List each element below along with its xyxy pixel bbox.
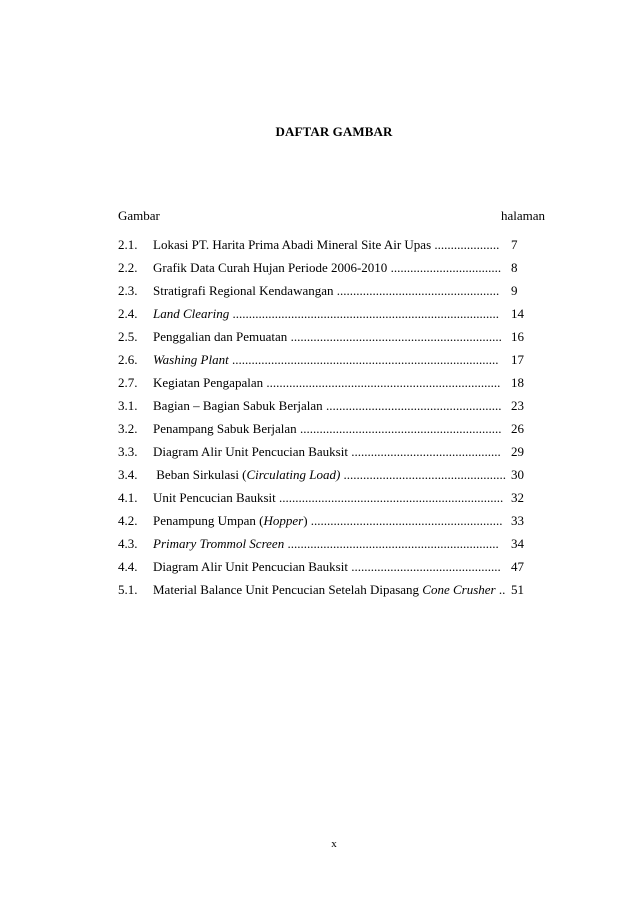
- figure-number: 3.4.: [118, 467, 138, 482]
- dot-leader: ..............................................: [351, 559, 501, 574]
- figure-title-part: Unit Pencucian Bauksit: [153, 490, 280, 505]
- figure-number: 4.4.: [118, 559, 138, 574]
- figure-title-part: Penggalian dan Pemuatan: [153, 329, 291, 344]
- figure-page-number: 16: [511, 329, 524, 344]
- figure-page-number: 7: [511, 237, 518, 252]
- figure-title: [153, 417, 507, 440]
- figure-title: [153, 302, 507, 325]
- figure-page-number: 23: [511, 398, 524, 413]
- dot-leader: .................................................................: [290, 329, 502, 344]
- figure-entry: [118, 394, 538, 417]
- figure-number: 3.3.: [118, 444, 138, 459]
- figure-page-number: 26: [511, 421, 524, 436]
- dot-leader: ...........................................................: [310, 513, 503, 528]
- dot-leader: ..................................................: [343, 467, 507, 482]
- figure-page-number: 17: [511, 352, 524, 367]
- figure-entry: [118, 256, 538, 279]
- figure-entry: [118, 578, 538, 601]
- page-number: x: [331, 838, 337, 850]
- figure-number: 2.3.: [118, 283, 138, 298]
- figure-list: [118, 233, 538, 601]
- dot-leader: ....................: [434, 237, 500, 252]
- figure-title-part: Washing Plant: [153, 352, 229, 367]
- figure-title: [153, 509, 507, 532]
- figure-page-number: 29: [511, 444, 524, 459]
- figure-title-part: Bagian – Bagian Sabuk Berjalan: [153, 398, 326, 413]
- figure-title: [153, 440, 507, 463]
- figure-title-part: Material Balance Unit Pencucian Setelah Dipasang: [153, 582, 423, 597]
- figure-entry: [118, 463, 538, 486]
- column-header-halaman: halaman: [500, 208, 545, 223]
- dot-leader: ..............................................................: [299, 421, 502, 436]
- dot-leader: .................................................................: [287, 536, 499, 551]
- figure-number: 4.3.: [118, 536, 138, 551]
- figure-entry: [118, 233, 538, 256]
- figure-title: [153, 578, 507, 601]
- dot-leader: ..................................................: [336, 283, 500, 298]
- figure-number: 3.2.: [118, 421, 138, 436]
- figure-title: [153, 325, 507, 348]
- figure-title-part: Diagram Alir Unit Pencucian Bauksit: [153, 444, 352, 459]
- figure-entry: [118, 325, 538, 348]
- dot-leader: ..............................................: [351, 444, 501, 459]
- figure-title-part: Kegiatan Pengapalan: [153, 375, 267, 390]
- figure-title-part: Beban Sirkulasi (: [153, 467, 247, 482]
- figure-entry: [118, 417, 538, 440]
- figure-title-part: Hopper: [263, 513, 304, 528]
- figure-entry: [118, 532, 538, 555]
- figure-title: [153, 279, 507, 302]
- figure-page-number: 47: [511, 559, 524, 574]
- dot-leader: .....................................................................: [279, 490, 504, 505]
- column-header-gambar: Gambar: [118, 208, 160, 223]
- figure-number: 4.2.: [118, 513, 138, 528]
- figure-page-number: 8: [511, 260, 518, 275]
- figure-entry: [118, 371, 538, 394]
- figure-title: [153, 486, 507, 509]
- figure-title-part: Primary Trommol Screen: [153, 536, 285, 551]
- figure-title-part: Grafik Data Curah Hujan Periode 2006-2010: [153, 260, 391, 275]
- figure-title-part: Penampang Sabuk Berjalan: [153, 421, 300, 436]
- figure-title-part: Stratigrafi Regional Kendawangan: [153, 283, 337, 298]
- figure-number: 2.4.: [118, 306, 138, 321]
- figure-title-part: Land Clearing: [153, 306, 230, 321]
- figure-title-part: ): [303, 513, 311, 528]
- figure-entry: [118, 302, 538, 325]
- page-title: DAFTAR GAMBAR: [275, 124, 393, 139]
- figure-entry: [118, 486, 538, 509]
- figure-title-part: Penampung Umpan (: [153, 513, 264, 528]
- figure-page-number: 51: [511, 582, 524, 597]
- figure-page-number: 30: [511, 467, 524, 482]
- figure-title-part: Lokasi PT. Harita Prima Abadi Mineral Site Air Upas: [153, 237, 435, 252]
- figure-title-part: Cone Crusher: [422, 582, 496, 597]
- figure-title: [153, 371, 507, 394]
- figure-number: 2.7.: [118, 375, 138, 390]
- figure-title-part: Diagram Alir Unit Pencucian Bauksit: [153, 559, 352, 574]
- dot-leader: ..: [495, 582, 506, 597]
- dot-leader: ......................................................: [325, 398, 502, 413]
- figure-page-number: 14: [511, 306, 524, 321]
- figure-entry: [118, 279, 538, 302]
- figure-number: 5.1.: [118, 582, 138, 597]
- figure-title: [153, 555, 507, 578]
- figure-title: [153, 394, 507, 417]
- figure-number: 2.6.: [118, 352, 138, 367]
- dot-leader: ..................................................................................: [232, 306, 499, 321]
- figure-page-number: 18: [511, 375, 524, 390]
- dot-leader: ..................................................................................: [231, 352, 499, 367]
- figure-number: 3.1.: [118, 398, 138, 413]
- figure-page-number: 33: [511, 513, 524, 528]
- dot-leader: ........................................................................: [266, 375, 501, 390]
- figure-title: [153, 256, 507, 279]
- figure-entry: [118, 555, 538, 578]
- figure-title: [153, 463, 507, 486]
- figure-number: 2.2.: [118, 260, 138, 275]
- figure-title: [153, 532, 507, 555]
- figure-page-number: 34: [511, 536, 524, 551]
- column-header-row: [118, 208, 545, 224]
- dot-leader: ..................................: [390, 260, 502, 275]
- figure-entry: [118, 440, 538, 463]
- figure-title: [153, 233, 507, 256]
- figure-entry: [118, 348, 538, 371]
- figure-title: [153, 348, 507, 371]
- figure-number: 2.1.: [118, 237, 138, 252]
- figure-title-part: Circulating Load): [246, 467, 341, 482]
- figure-number: 4.1.: [118, 490, 138, 505]
- figure-page-number: 9: [511, 283, 518, 298]
- figure-entry: [118, 509, 538, 532]
- figure-page-number: 32: [511, 490, 524, 505]
- figure-number: 2.5.: [118, 329, 138, 344]
